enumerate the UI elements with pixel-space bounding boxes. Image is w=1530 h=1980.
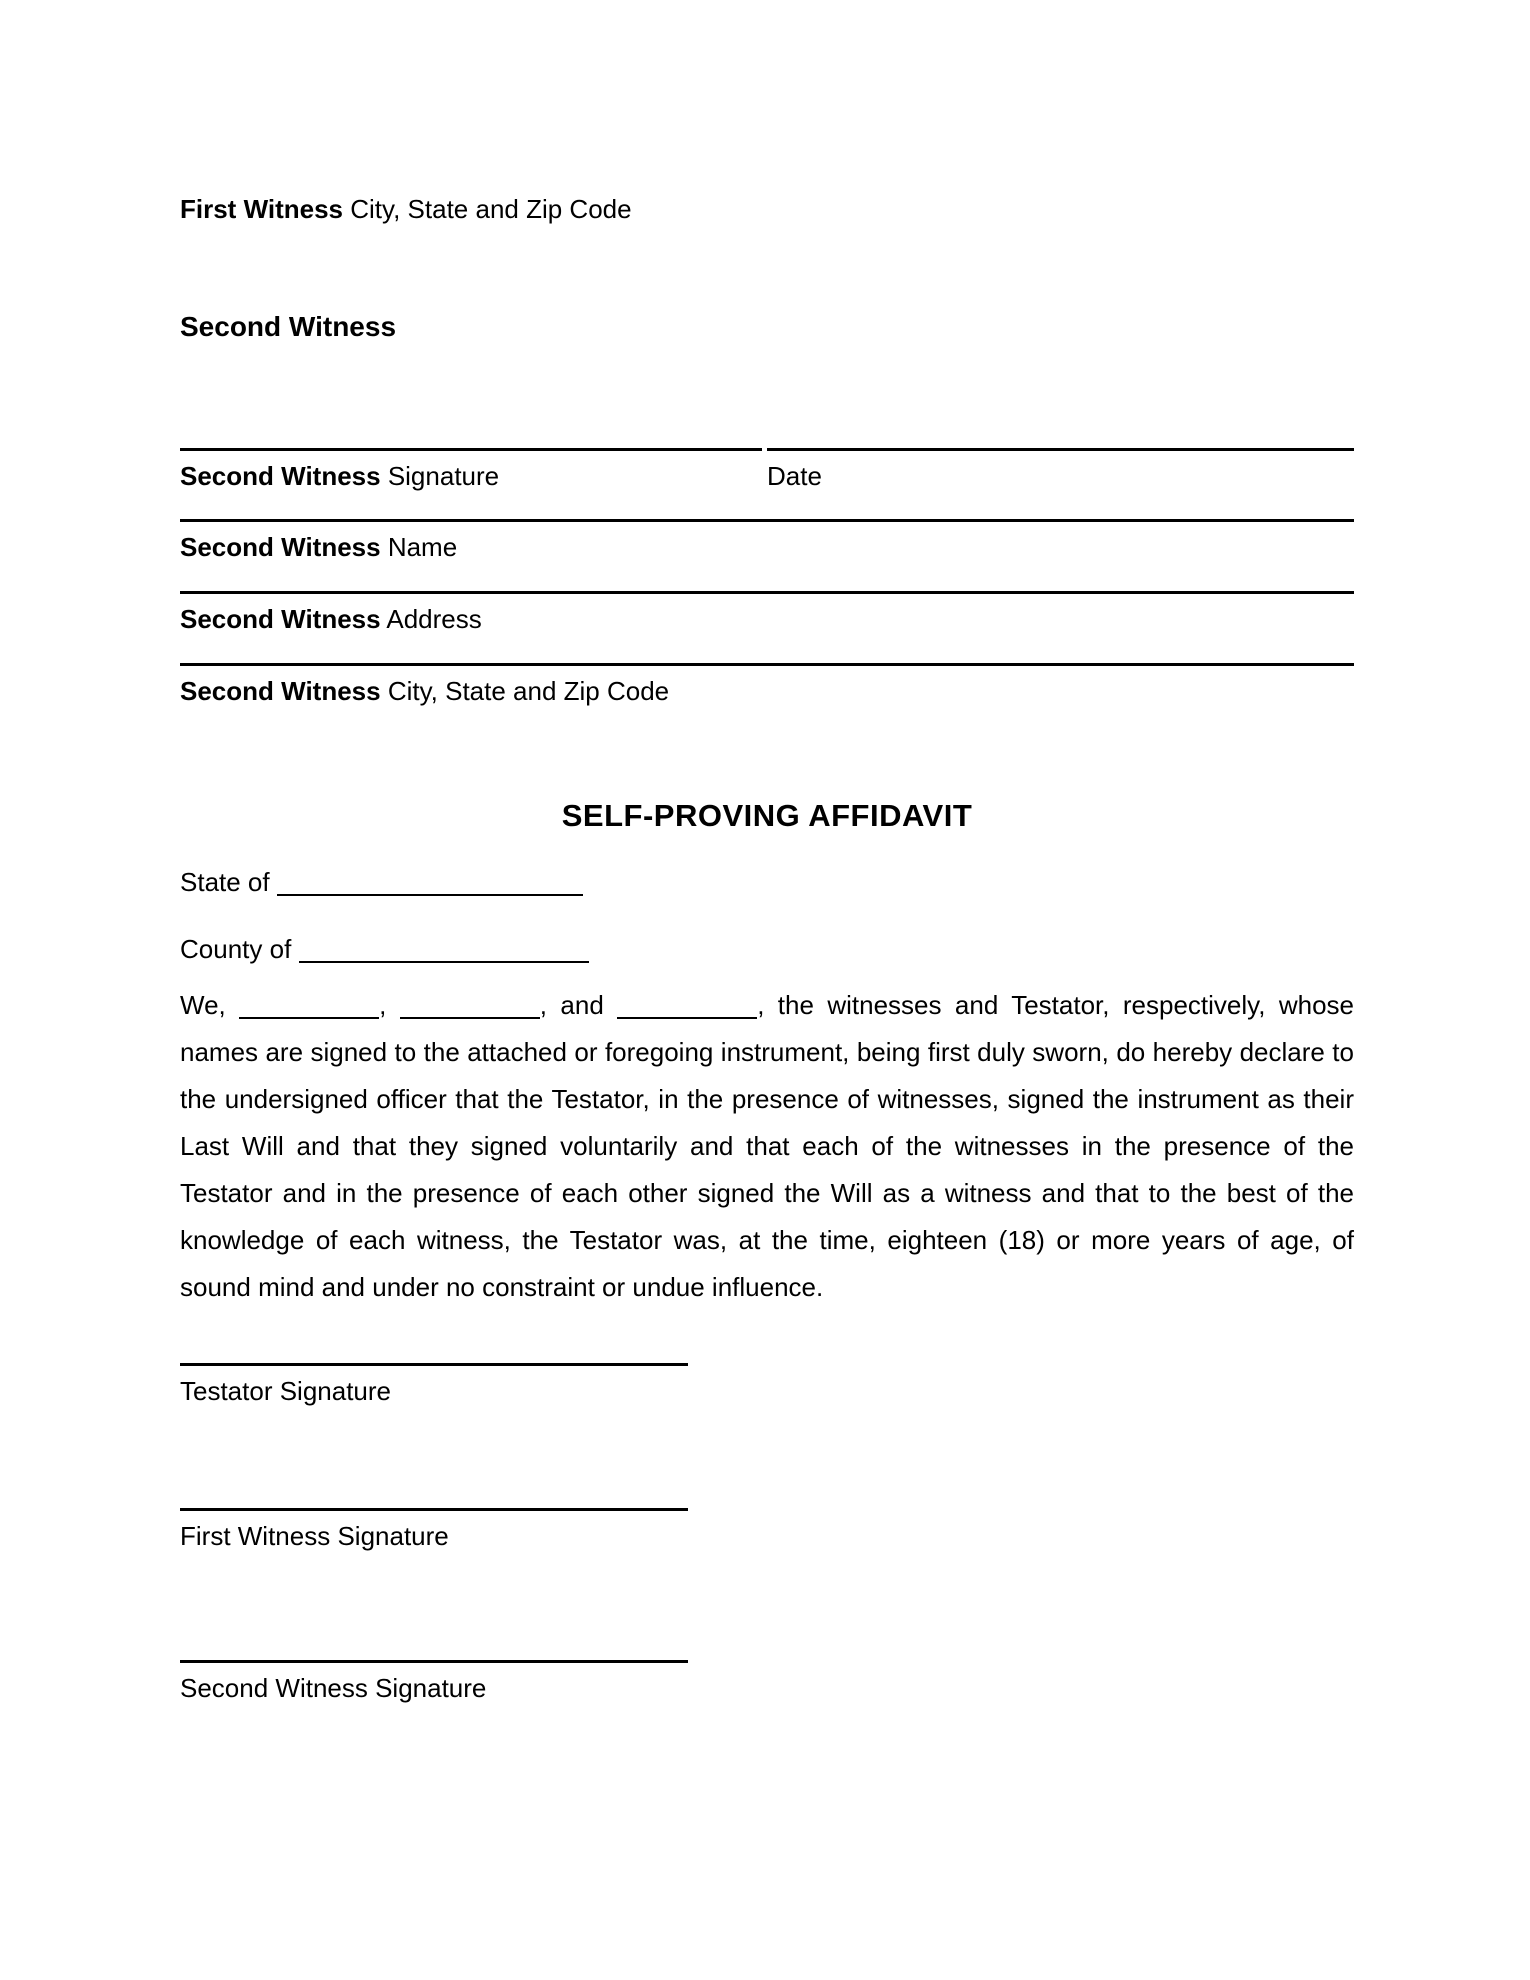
affidavit-paragraph: [180, 982, 1354, 1311]
county-of-label: County of: [180, 934, 299, 964]
state-of-blank[interactable]: [277, 894, 583, 896]
county-of-row: [180, 933, 589, 965]
second-witness-city-label-bold: Second Witness: [180, 676, 381, 706]
affidavit-first-witness-signature-field: [180, 1508, 688, 1551]
second-witness-name-line[interactable]: [180, 519, 1354, 522]
witness-name-blank-3[interactable]: [617, 1017, 757, 1019]
second-witness-address-label: [180, 604, 1354, 634]
affidavit-first-witness-signature-line[interactable]: [180, 1508, 688, 1511]
second-witness-city-line[interactable]: [180, 663, 1354, 666]
testator-signature-label: Testator Signature: [180, 1376, 392, 1406]
first-witness-city-label: [180, 194, 632, 224]
second-witness-signature-date-row: [180, 448, 1354, 491]
second-witness-signature-field: [180, 448, 762, 491]
affidavit-title: SELF-PROVING AFFIDAVIT: [561, 798, 973, 833]
witness-name-blank-2[interactable]: [400, 1017, 540, 1019]
date-label: Date: [767, 461, 822, 491]
testator-signature-field: [180, 1363, 688, 1406]
second-witness-name-label-bold: Second Witness: [180, 532, 381, 562]
second-witness-name-label: [180, 532, 1354, 562]
affidavit-paragraph-sep2: , and: [539, 990, 618, 1020]
second-witness-city-field: [180, 663, 1354, 706]
second-witness-name-field: [180, 519, 1354, 562]
affidavit-paragraph-we-prefix: We,: [180, 990, 240, 1020]
first-witness-city-label-bold: First Witness: [180, 194, 344, 224]
affidavit-second-witness-signature-label: Second Witness Signature: [180, 1673, 487, 1703]
state-of-label: State of: [180, 867, 277, 897]
second-witness-signature-label-bold: Second Witness: [180, 461, 381, 491]
date-line[interactable]: [767, 448, 1354, 451]
second-witness-address-label-rest: Address: [380, 604, 482, 634]
second-witness-address-label-bold: Second Witness: [180, 604, 381, 634]
affidavit-second-witness-signature-line[interactable]: [180, 1660, 688, 1663]
date-field: [767, 448, 1354, 491]
affidavit-second-witness-signature-field: [180, 1660, 688, 1703]
second-witness-signature-label: [180, 461, 762, 491]
second-witness-city-label-rest: City, State and Zip Code: [380, 676, 670, 706]
second-witness-city-label: [180, 676, 1354, 706]
affidavit-paragraph-body: , the witnesses and Testator, respectively, whose names are signed to the attached or foregoing instrument, being first duly sworn, do hereby declare to the undersigned officer that the Testator, in the presence of witnesses, signed the instrument as their Last Will and that they signed voluntarily and that each of the witnesses in the presence of the Testator and in the presence of each other signed the Will as a witness and that to the best of the knowledge of each witness, the Testator was, at the time, eighteen (18) or more years of age, of sound mind and under no constraint or undue influence.: [180, 990, 1354, 1302]
second-witness-address-line[interactable]: [180, 591, 1354, 594]
second-witness-signature-line[interactable]: [180, 448, 762, 451]
affidavit-paragraph-sep1: ,: [379, 990, 400, 1020]
second-witness-signature-label-rest: Signature: [380, 461, 500, 491]
affidavit-first-witness-signature-label: First Witness Signature: [180, 1521, 449, 1551]
second-witness-heading: Second Witness: [180, 311, 397, 342]
second-witness-address-field: [180, 591, 1354, 634]
testator-signature-line[interactable]: [180, 1363, 688, 1366]
witness-name-blank-1[interactable]: [239, 1017, 379, 1019]
second-witness-name-label-rest: Name: [380, 532, 458, 562]
state-of-row: [180, 866, 583, 898]
first-witness-city-label-rest: City, State and Zip Code: [343, 194, 632, 224]
county-of-blank[interactable]: [299, 961, 589, 963]
